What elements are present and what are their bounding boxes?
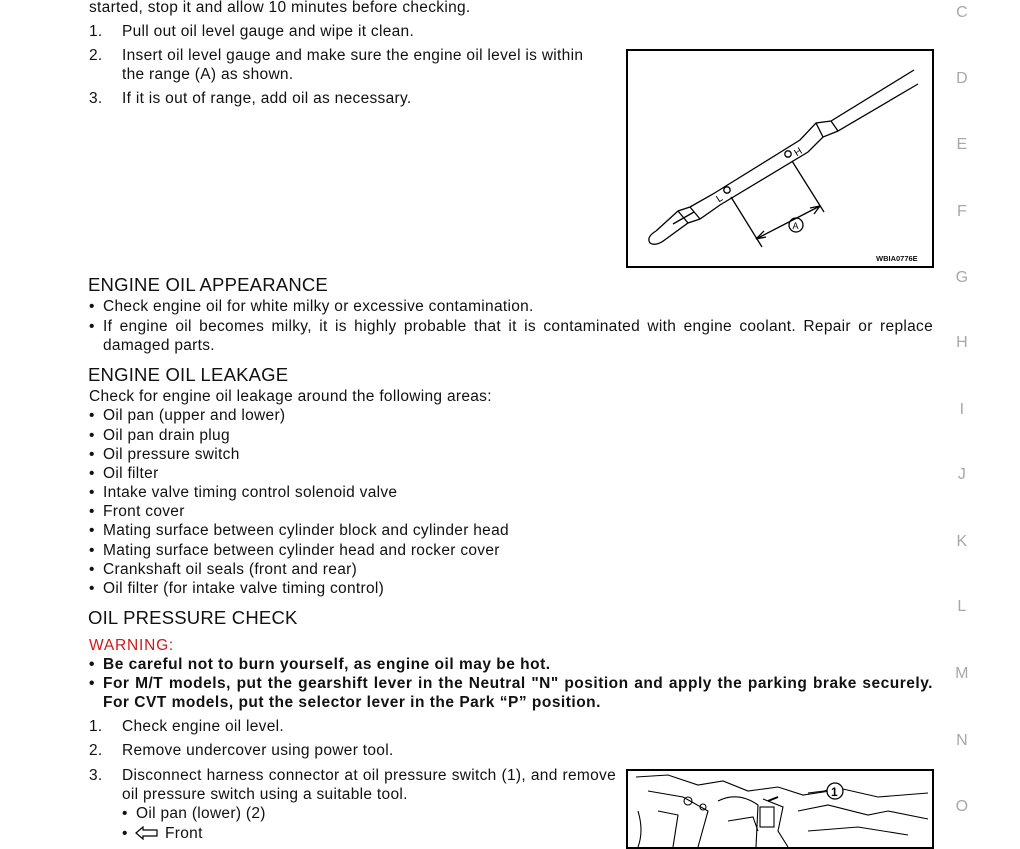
bullet-dot: •: [89, 580, 95, 597]
bullet-dot: •: [89, 318, 95, 335]
dipstick-label-h: H: [792, 145, 805, 160]
side-index-letter: L: [957, 598, 967, 615]
warning-text: For M/T models, put the gearshift lever in the Neutral "N" position and apply the parking brake securely. For CVT models, put the selector lever in the Park “P” position.: [103, 675, 933, 711]
side-index-letter: N: [956, 732, 968, 749]
step-number: 2.: [89, 742, 103, 759]
bullet-dot: •: [89, 465, 95, 482]
dipstick-figure: [626, 49, 934, 268]
step-number: 3.: [89, 90, 103, 107]
figure-id: WBIA0776E: [876, 254, 918, 263]
side-index-letter: K: [956, 533, 968, 550]
step-number: 1.: [89, 718, 103, 735]
step-number: 3.: [89, 767, 103, 784]
side-index-letter: O: [955, 798, 969, 815]
engine-illustration: [628, 771, 932, 847]
step-number: 1.: [89, 23, 103, 40]
side-index-letter: M: [955, 665, 969, 682]
sub-item-text: Front: [165, 825, 203, 842]
bullet-dot: •: [122, 825, 128, 842]
bullet-dot: •: [89, 298, 95, 315]
bullet-dot: •: [89, 541, 95, 559]
step-text: Check engine oil level.: [122, 718, 284, 735]
bullet-text: Check engine oil for white milky or excessive contamination.: [103, 298, 534, 315]
side-index-letter: C: [956, 4, 968, 21]
section-heading-pressure: OIL PRESSURE CHECK: [88, 607, 298, 628]
side-index-letter: E: [956, 136, 968, 153]
step-text-continued: the range (A) as shown.: [122, 66, 294, 83]
front-arrow-icon: [135, 826, 159, 840]
bullet-dot: •: [89, 656, 95, 673]
leakage-intro: Check for engine oil leakage around the following areas:: [89, 388, 492, 405]
bullet-dot: •: [89, 561, 95, 578]
bullet-dot: •: [89, 446, 95, 463]
side-index-letter: I: [959, 401, 965, 418]
bullet-dot: •: [89, 503, 95, 520]
leakage-area-item: Intake valve timing control solenoid valve: [103, 484, 398, 501]
bullet-dot: •: [89, 675, 95, 692]
range-label-a: A: [792, 221, 799, 231]
oil-pressure-switch-figure: [626, 769, 934, 849]
step-text: If it is out of range, add oil as necessary.: [122, 90, 412, 107]
leakage-area-item: Oil pan drain plug: [103, 426, 230, 444]
leakage-area-item: Mating surface between cylinder block and cylinder head: [103, 522, 509, 539]
bullet-text: If engine oil becomes milky, it is highly probable that it is contaminated with engine coolant. Repair or replace damaged parts.: [103, 318, 933, 354]
side-index-letter: J: [957, 466, 967, 483]
continued-text: started, stop it and allow 10 minutes before checking.: [89, 0, 471, 16]
side-index-letter: D: [956, 70, 968, 87]
dipstick-label-l: L: [714, 192, 726, 206]
sub-item-text: Oil pan (lower) (2): [136, 805, 266, 822]
step-text: Pull out oil level gauge and wipe it clean.: [122, 23, 415, 40]
side-index-letter: H: [956, 334, 968, 351]
bullet-dot: •: [89, 522, 95, 539]
warning-label: WARNING:: [89, 637, 175, 654]
step-text: Disconnect harness connector at oil pressure switch (1), and remove oil pressure switch using a suitable tool.: [122, 767, 616, 803]
step-text: Remove undercover using power tool.: [122, 742, 394, 759]
section-heading-appearance: ENGINE OIL APPEARANCE: [88, 274, 328, 295]
side-index-letter: G: [955, 269, 969, 286]
bullet-dot: •: [89, 484, 95, 501]
leakage-area-item: Oil pan (upper and lower): [103, 407, 286, 424]
leakage-area-item: Crankshaft oil seals (front and rear): [103, 561, 358, 578]
leakage-area-item: Oil pressure switch: [103, 446, 240, 463]
leakage-area-item: Oil filter: [103, 465, 159, 482]
warning-text: Be careful not to burn yourself, as engine oil may be hot.: [103, 656, 551, 673]
bullet-dot: •: [89, 426, 95, 444]
section-heading-leakage: ENGINE OIL LEAKAGE: [88, 364, 289, 385]
callout-number: 1: [831, 785, 838, 799]
step-text: Insert oil level gauge and make sure the engine oil level is within: [122, 47, 584, 64]
leakage-area-item: Mating surface between cylinder head and rocker cover: [103, 541, 500, 559]
leakage-area-item: Front cover: [103, 503, 185, 520]
bullet-dot: •: [89, 407, 95, 424]
side-index-letter: F: [956, 203, 968, 220]
leakage-area-item: Oil filter (for intake valve timing control): [103, 580, 385, 597]
dipstick-illustration: [628, 51, 932, 266]
step-number: 2.: [89, 47, 103, 64]
bullet-dot: •: [122, 805, 128, 822]
